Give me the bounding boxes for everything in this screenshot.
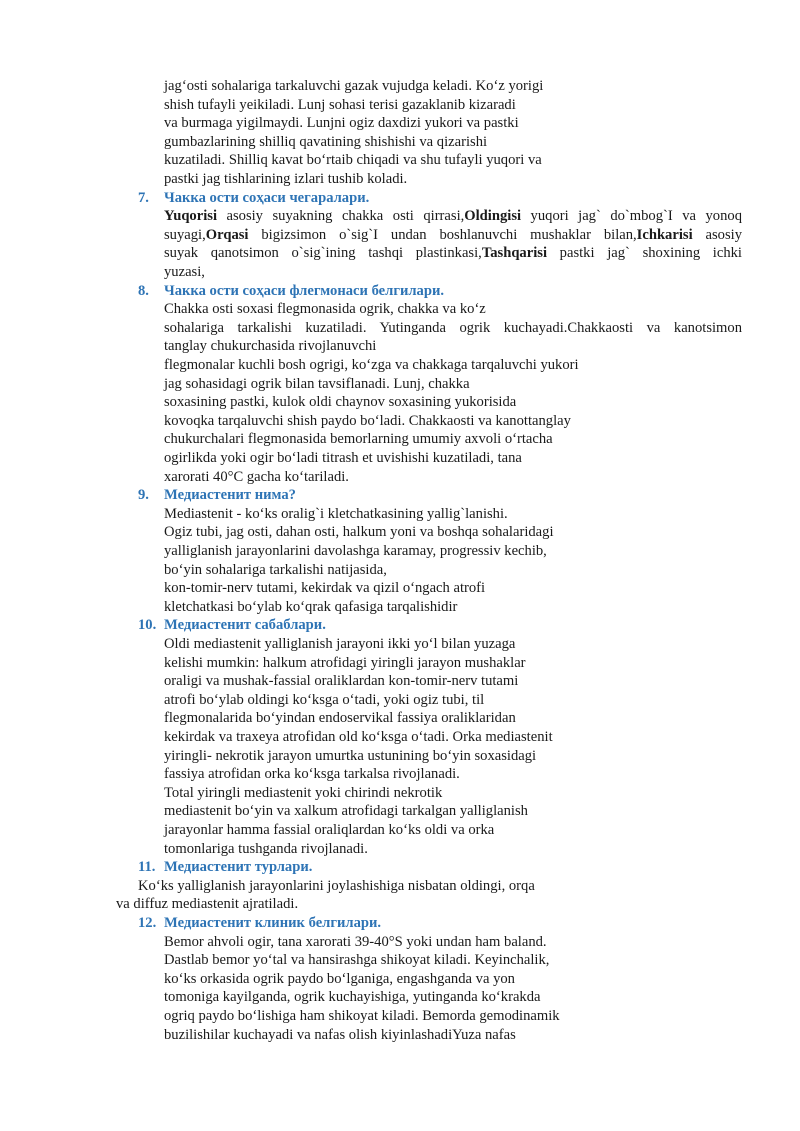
body-line: ogirlikda yoki ogir bo‘ladi titrash et uvishishi kuzatiladi, tana: [164, 450, 522, 466]
body-line: Bemor ahvoli ogir, tana xarorati 39-40°S yoki undan ham baland.: [164, 933, 547, 950]
border-label: Orqasi: [205, 226, 249, 243]
section-heading: [138, 914, 381, 933]
body-line: flegmonalarida bo‘yindan endoservikal fassiya oraliklaridan: [164, 710, 516, 727]
section-heading: [138, 616, 326, 635]
body-line: kelishi mumkin: halkum atrofidagi yiringli jarayon mushaklar: [164, 654, 526, 671]
body-line: xarorati 40°C gacha ko‘tariladi.: [164, 468, 349, 485]
border-text: asosiy suyakning chakka osti qirrasi,: [217, 208, 465, 225]
section-number: 9.: [138, 487, 149, 504]
borders-line: [164, 207, 742, 226]
borders-line: [164, 244, 742, 263]
body-line: atrofi bo‘ylab oldingi ko‘ksga o‘tadi, yoki ogiz tubi, til: [164, 691, 485, 708]
body-line: Ogiz tubi, jag osti, dahan osti, halkum yoni va boshqa sohalaridagi: [164, 524, 554, 541]
section-number: 12.: [138, 915, 157, 931]
border-text: bigizsimon o`sig`I undan boshlanuvchi mushaklar bilan,: [248, 226, 637, 243]
section-title: Медиастенит клиник белгилари.: [164, 915, 382, 931]
body-line: sohalariga tarkalishi kuzatiladi. Yutinganda ogrik kuchayadi.Chakkaosti va kanotsimon: [164, 319, 742, 336]
body-line: kon-tomir-nerv tutami, kekirdak va qizil o‘ngach atrofi: [164, 580, 486, 597]
section-heading: [138, 486, 296, 505]
border-label: Tashqarisi: [481, 245, 547, 262]
intro-line: kuzatiladi. Shilliq kavat bo‘rtaib chiqadi va shu tufayli yuqori va: [164, 152, 542, 169]
body-line: yalliglanish jarayonlarini davolashga karamay, progressiv kechib,: [164, 543, 547, 559]
intro-line: shish tufayli yeikiladi. Lunj sohasi terisi gazaklanib kizaradi: [164, 96, 516, 113]
section-heading: [138, 189, 369, 208]
border-text: suyak qanotsimon o`sig`ining tashqi plastinkasi,: [164, 245, 482, 262]
body-line: tanglay chukurchasida rivojlanuvchi: [164, 338, 377, 355]
body-line: chukurchalari flegmonasida bemorlarning umumiy axvoli o‘rtacha: [164, 431, 553, 448]
section-title: Медиастенит турлари.: [164, 859, 313, 876]
section-title: Медиастенит нима?: [164, 487, 296, 504]
body-line: kletchatkasi bo‘ylab ko‘qrak qafasiga tarqalishidir: [164, 598, 458, 615]
body-line: ko‘ks orkasida ogrik paydo bo‘lganiga, engashganda va yon: [164, 970, 515, 987]
section-number: 7.: [138, 189, 149, 206]
body-line: tomonlariga tushganda rivojlanadi.: [164, 840, 368, 857]
body-line: mediastenit bo‘yin va xalkum atrofidagi tarkalgan yalliglanish: [164, 803, 528, 820]
section-number: 10.: [138, 617, 157, 634]
body-line: kekirdak va traxeya atrofidan old ko‘ksga o‘tadi. Orka mediastenit: [164, 729, 553, 745]
body-line: yiringli- nekrotik jarayon umurtka ustunining bo‘yin soxasidagi: [164, 747, 537, 764]
border-text: suyagi,: [164, 226, 206, 243]
section-number: 11.: [138, 859, 156, 876]
border-text: pastki jag` shoxining ichki: [547, 245, 742, 262]
border-label: Ichkarisi: [636, 226, 693, 243]
section-heading: [138, 282, 444, 301]
section-number: 8.: [138, 282, 149, 299]
body-line: kovoqka tarqaluvchi shish paydo bo‘ladi. Chakkaosti va kanottanglay: [164, 412, 571, 429]
body-line: oraligi va mushak-fassial oraliklardan kon-tomir-nerv tutami: [164, 673, 519, 690]
intro-line: jag‘osti sohalariga tarkaluvchi gazak vujudga keladi. Ko‘z yorigi: [164, 78, 544, 94]
section-title: Чакка ости соҳаси чегаралари.: [164, 189, 370, 206]
body-line: flegmonalar kuchli bosh ogrigi, ko‘zga va chakkaga tarqaluvchi yukori: [164, 357, 579, 373]
body-line: Total yiringli mediastenit yoki chirindi nekrotik: [164, 784, 443, 801]
body-line: ogriq paydo bo‘lishiga ham shikoyat kiladi. Bemorda gemodinamik: [164, 1008, 560, 1024]
body-line: bo‘yin sohalariga tarkalishi natijasida,: [164, 561, 387, 578]
body-line: tomoniga kayilganda, ogrik kuchayishiga, yutinganda ko‘krakda: [164, 989, 541, 1006]
body-line: soxasining pastki, kulok oldi chaynov soxasining yukorisida: [164, 394, 517, 411]
body-line: Chakka osti soxasi flegmonasida ogrik, chakka va ko‘z: [164, 301, 486, 318]
body-line: Oldi mediastenit yalliglanish jarayoni ikki yo‘l bilan yuzaga: [164, 636, 516, 652]
body-line: Dastlab bemor yo‘tal va hansirashga shikoyat kiladi. Keyinchalik,: [164, 952, 550, 969]
body-line: buzilishilar kuchayadi va nafas olish kiyinlashadiYuza nafas: [164, 1026, 516, 1043]
border-label: Yuqorisi: [164, 208, 217, 225]
border-label: Oldingisi: [464, 208, 522, 225]
body-line: jag sohasidagi ogrik bilan tavsiflanadi. Lunj, chakka: [164, 375, 470, 392]
borders-line: yuzasi,: [164, 264, 205, 280]
border-text: asosiy: [692, 226, 742, 243]
body-line: jarayonlar hamma fassial oraliqlardan ko‘ks oldi va orka: [164, 822, 495, 838]
body-line: va diffuz mediastenit ajratiladi.: [116, 896, 299, 913]
intro-line: gumbazlarining shilliq qavatining shishishi va qizarishi: [164, 133, 488, 150]
borders-line: [164, 226, 742, 245]
section-heading: [138, 858, 312, 877]
body-line: fassiya atrofidan orka ko‘ksga tarkalsa rivojlanadi.: [164, 766, 460, 783]
body-line: Mediastenit - ko‘ks oralig`i kletchatkasining yallig`lanishi.: [164, 505, 508, 522]
section-title: Чакка ости соҳаси флегмонаси белгилари.: [164, 282, 445, 299]
intro-line: pastki jag tishlarining izlari tushib koladi.: [164, 171, 408, 187]
body-line: Ko‘ks yalliglanish jarayonlarini joylashishiga nisbatan oldingi, orqa: [138, 877, 535, 894]
section-title: Медиастенит сабаблари.: [164, 617, 326, 634]
border-text: yuqori jag` do`mbog`I va yonoq: [521, 208, 742, 225]
intro-line: va burmaga yigilmaydi. Lunjni ogiz daxdizi yukori va pastki: [164, 115, 519, 132]
